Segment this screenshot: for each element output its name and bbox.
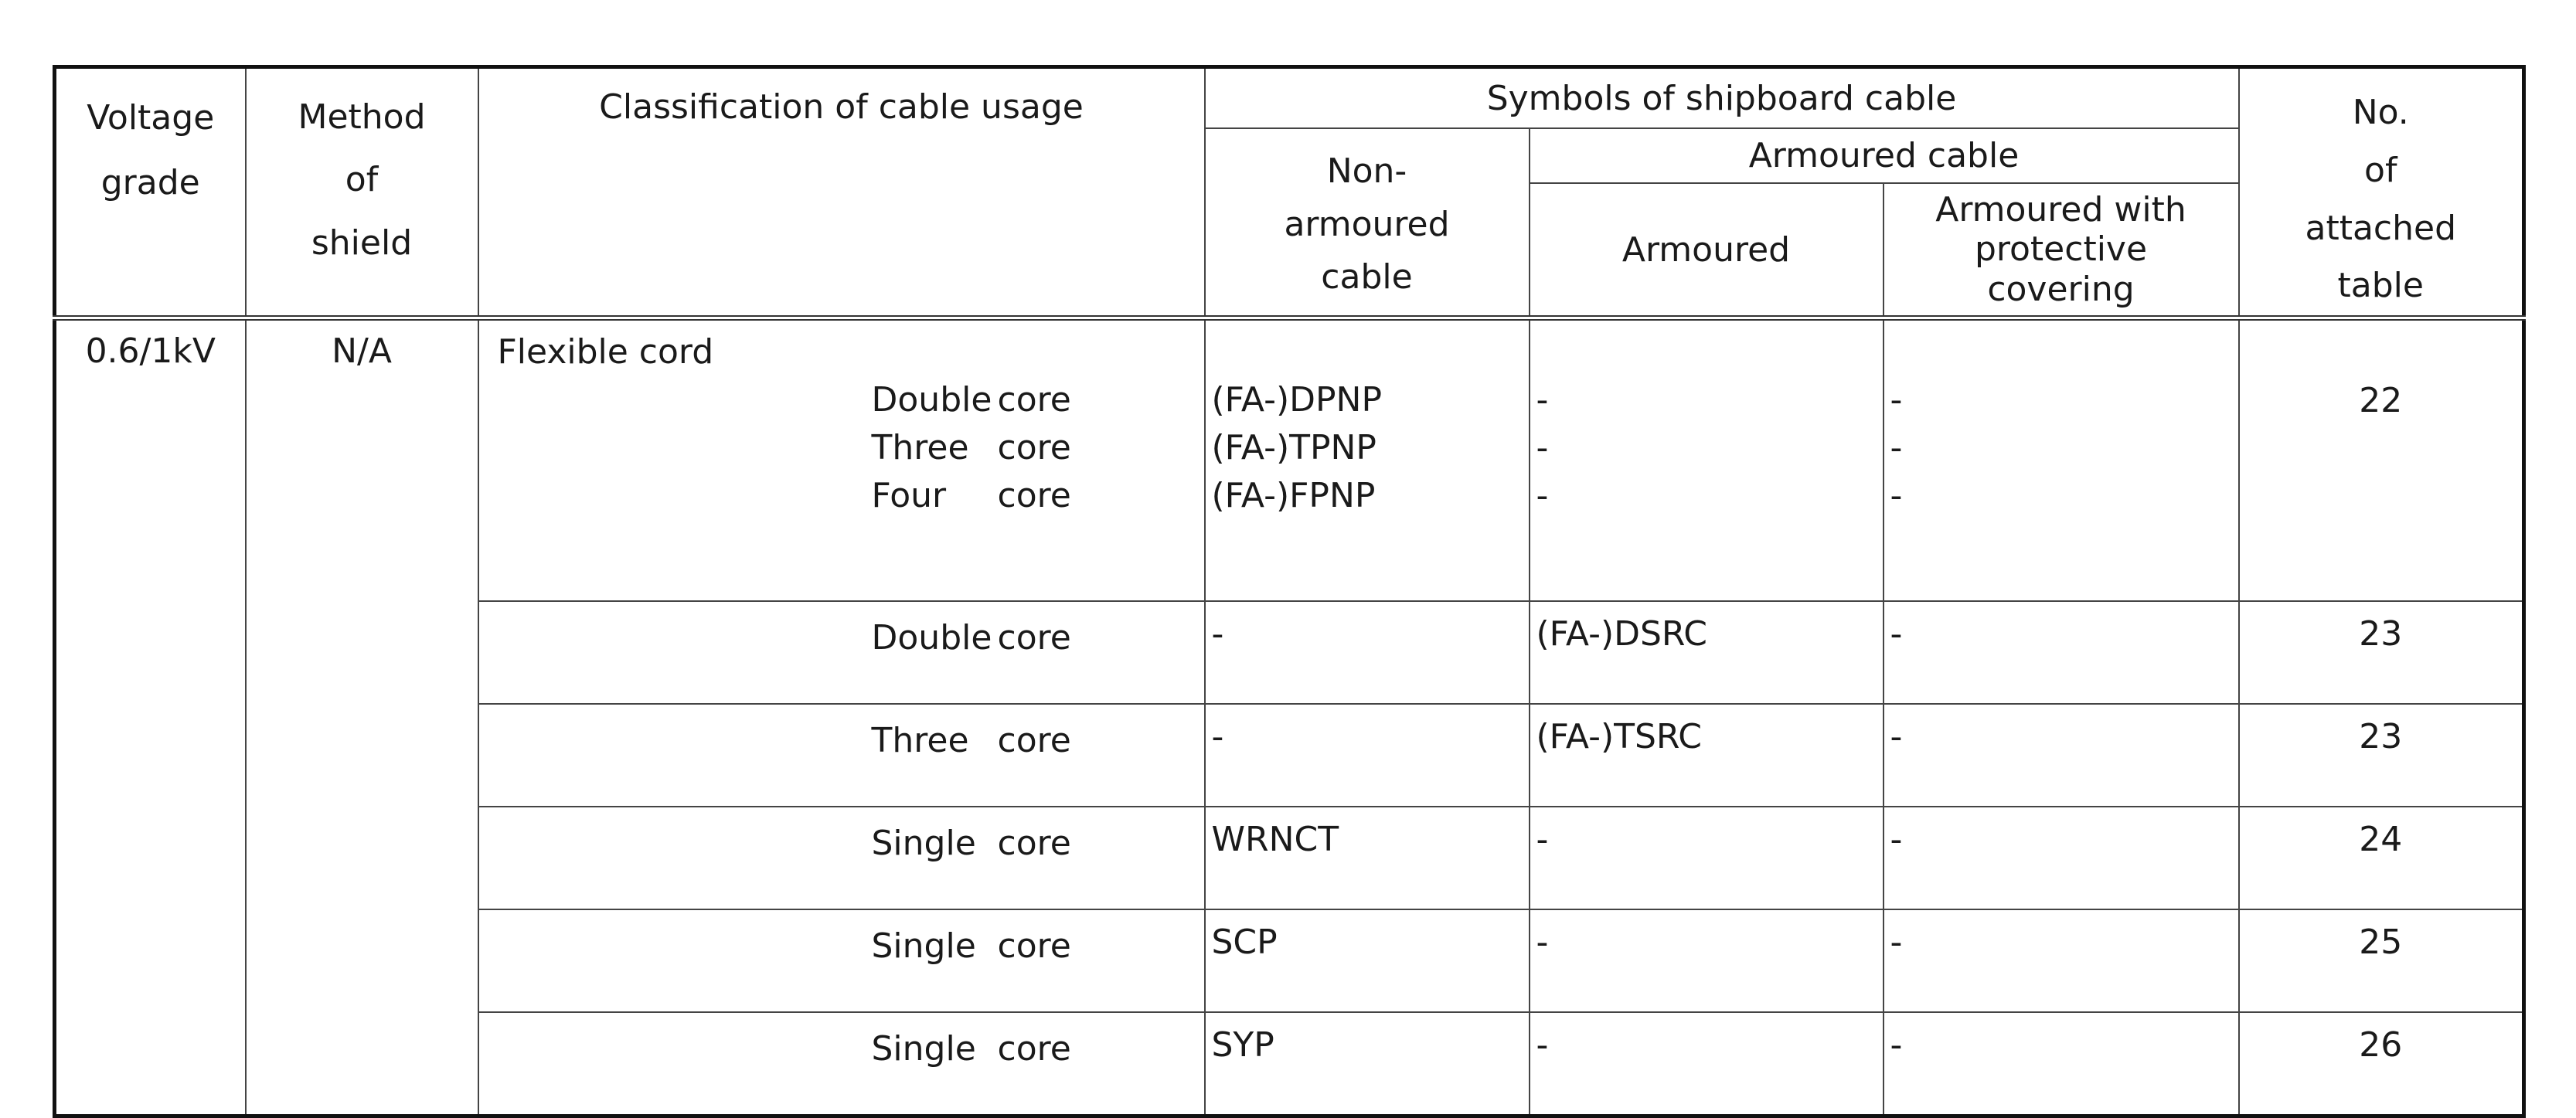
flexible-cord-label: Flexible cord — [497, 332, 714, 372]
attached-table-number: 23 — [2239, 601, 2524, 704]
non-armoured-cell: (FA-)DPNP (FA-)TPNP (FA-)FPNP — [1205, 318, 1530, 602]
classification-cell: Three core — [478, 704, 1205, 807]
classification-cell: Double core — [478, 601, 1205, 704]
method-of-shield-cell: N/A — [246, 318, 478, 1116]
non-armoured-cell: - — [1205, 601, 1530, 704]
armoured-protective-cell: - — [1884, 704, 2239, 807]
non-armoured-cell: SCP — [1205, 909, 1530, 1012]
armoured-protective-cell: - — [1884, 909, 2239, 1012]
header-armoured: Armoured — [1530, 183, 1884, 318]
header-armoured-cable: Armoured cable — [1530, 128, 2239, 183]
armoured-cell: - — [1530, 807, 1884, 909]
classification-cell: Single core — [478, 1012, 1205, 1116]
classification-cell: Single core — [478, 909, 1205, 1012]
cable-symbol-table — [53, 65, 2526, 1118]
core-line: Double core — [871, 380, 1071, 420]
armoured-protective-cell: - - - — [1884, 318, 2239, 602]
classification-cell: Single core — [478, 807, 1205, 909]
attached-table-number: 25 — [2239, 909, 2524, 1012]
header-non-armoured: Non- armoured cable — [1205, 128, 1530, 318]
voltage-grade-cell: 0.6/1kV — [55, 318, 246, 1116]
armoured-cell: - — [1530, 909, 1884, 1012]
core-line: Four core — [871, 476, 1071, 516]
header-classification: Classification of cable usage — [478, 67, 1205, 318]
armoured-cell: (FA-)TSRC — [1530, 704, 1884, 807]
armoured-protective-cell: - — [1884, 601, 2239, 704]
attached-table-number: 26 — [2239, 1012, 2524, 1116]
attached-table-number: 24 — [2239, 807, 2524, 909]
header-attached-table: No. of attached table — [2239, 67, 2524, 318]
armoured-cell: - - - — [1530, 318, 1884, 602]
armoured-cell: - — [1530, 1012, 1884, 1116]
core-line: Three core — [871, 428, 1071, 468]
header-symbols: Symbols of shipboard cable — [1205, 67, 2239, 129]
header-method-of-shield: Method of shield — [246, 67, 478, 318]
classification-cell — [478, 318, 1205, 602]
armoured-cell: (FA-)DSRC — [1530, 601, 1884, 704]
header-voltage-grade: Voltage grade — [55, 67, 246, 318]
attached-table-number: 22 — [2239, 318, 2524, 602]
non-armoured-cell: - — [1205, 704, 1530, 807]
armoured-protective-cell: - — [1884, 1012, 2239, 1116]
attached-table-number: 23 — [2239, 704, 2524, 807]
armoured-protective-cell: - — [1884, 807, 2239, 909]
non-armoured-cell: SYP — [1205, 1012, 1530, 1116]
header-armoured-protective: Armoured with protective covering — [1884, 183, 2239, 318]
non-armoured-cell: WRNCT — [1205, 807, 1530, 909]
table-row — [55, 318, 2524, 602]
